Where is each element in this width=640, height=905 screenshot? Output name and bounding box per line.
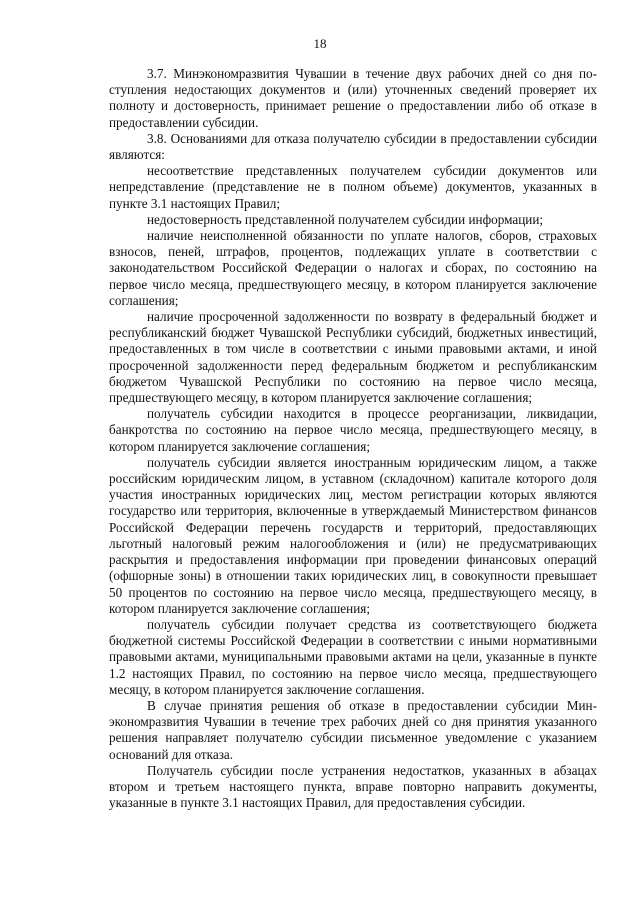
- document-body: [109, 66, 597, 811]
- paragraph-refusal-notice: В случае принятия решения об отказе в предоставлении субсидии Минэкономразвития Чувашии в течение трех рабочих дней со дня принятия указанного решения направляет получателю субсидии письменное уведомление с указанием оснований для отказа.: [109, 697, 597, 762]
- list-item-other-funding: получатель субсидии получает средства из соответствующего бюджета бюджетной системы Российской Федерации в соответствии с иными нормативными правовыми актами, муниципальными правовыми актами на цели, указанные в пункте 1.2 настоящих Правил, по состоянию на первое число месяца, предшествующего месяцу, в котором планируется заключение соглашения.: [109, 616, 597, 697]
- list-item-tax-debt: наличие неисполненной обязанности по уплате налогов, сборов, страховых взносов, пеней, штрафов, процентов, подлежащих уплате в соответствии с законодательством Российской Федерации о налогах и сборах, по состоянию на первое число месяца, предшествующего месяцу, в котором планируется заключение соглашения;: [109, 228, 597, 308]
- paragraph-3-8: 3.8. Основаниями для отказа получателю субсидии в предоставлении субсидии являются:: [109, 130, 597, 163]
- list-item-reorganization: получатель субсидии находится в процессе реорганизации, ликвидации, банкротства по состоянию на первое число месяца, предшествующего месяцу, в котором планируется заключение соглашения;: [109, 406, 597, 454]
- paragraph-3-7: 3.7. Минэкономразвития Чувашии в течение двух рабочих дней со дня поступления недостающих документов и (или) уточненных сведений проверяет их полноту и достоверность, принимает решение о предоставлении либо об отказе в предоставлении субсидии.: [109, 66, 597, 130]
- list-item-overdue-debt: наличие просроченной задолженности по возврату в федеральный бюджет и республиканский бюджет Чувашской Республики субсидий, бюджетных инвестиций, предоставленных в том числе в соответствии с иными правовыми актами, и иной просроченной задолженности перед федеральным бюджетом и республиканским бюджетом Чувашской Республики по состоянию на первое число месяца, предшествующего месяцу, в котором планируется заключение соглашения;: [109, 309, 597, 406]
- list-item-foreign-entity: получатель субсидии является иностранным юридическим лицом, а также российским юридическим лицом, в уставном (складочном) капитале которого доля участия иностранных юридических лиц, местом регистрации которых являются государство или территория, включенные в утверждаемый Министерством финансов Российской Федерации перечень государств и территорий, предоставляющих льготный налоговый режим налогообложения и (или) не предусматривающих раскрытия и предоставления информации при проведении финансовых операций (офшорные зоны) в отношении таких юридических лиц, в совокупности превышает 50 процентов по состоянию на первое число месяца, предшествующего месяцу, в котором планируется заключение соглашения;: [109, 454, 597, 616]
- paragraph-resubmission: Получатель субсидии после устранения недостатков, указанных в абзацах втором и третьем настоящего пункта, вправе повторно направить документы, указанные в пункте 3.1 настоящих Правил, для предоставления субсидии.: [109, 762, 597, 811]
- list-item-unreliable-info: недостоверность представленной получателем субсидии информации;: [147, 211, 544, 227]
- list-item-documents-mismatch: несоответствие представленных получателем субсидии документов или непредставление (представление не в полном объеме) документов, указанных в пункте 3.1 настоящих Правил;: [109, 163, 597, 211]
- page-number: 18: [313, 36, 327, 51]
